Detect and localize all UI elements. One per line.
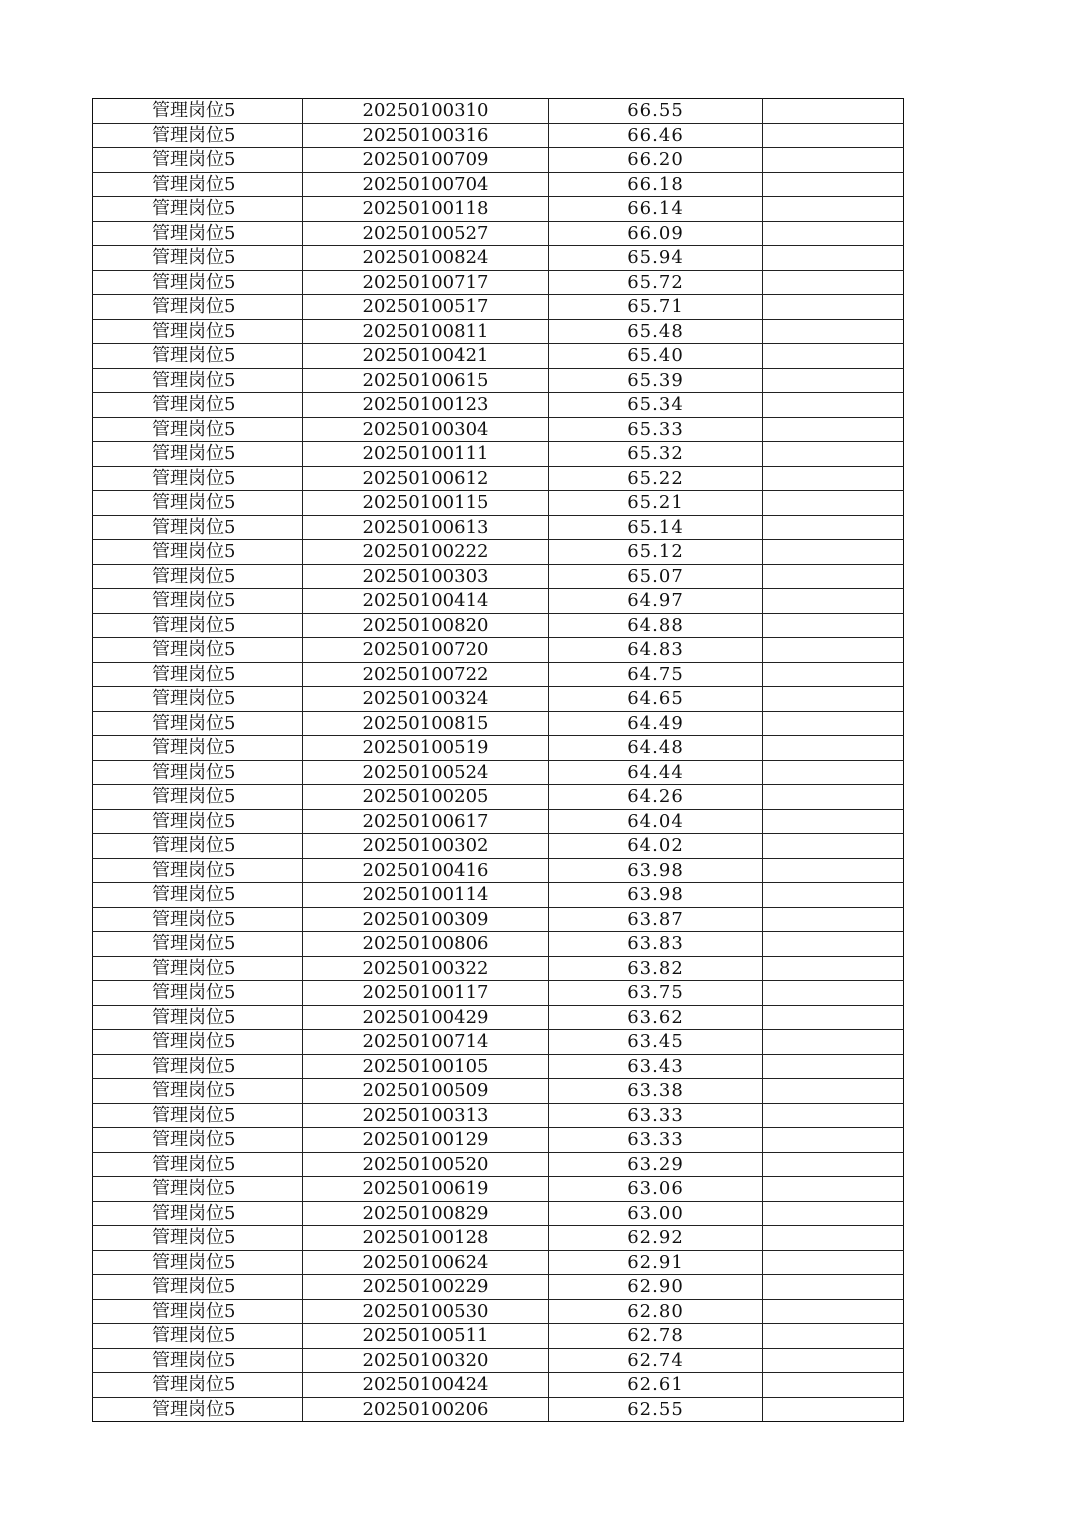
post-cell: 管理岗位5	[93, 1397, 303, 1422]
score-cell: 65.48	[549, 319, 763, 344]
table-row	[93, 1201, 904, 1226]
exam-id-cell: 20250100324	[303, 687, 549, 712]
exam-id-cell: 20250100303	[303, 564, 549, 589]
table-row	[93, 1299, 904, 1324]
score-cell: 64.48	[549, 736, 763, 761]
post-cell: 管理岗位5	[93, 270, 303, 295]
table-row	[93, 1250, 904, 1275]
note-cell	[763, 1348, 904, 1373]
note-cell	[763, 466, 904, 491]
exam-id-cell: 20250100111	[303, 442, 549, 467]
note-cell	[763, 515, 904, 540]
table-row	[93, 956, 904, 981]
note-cell	[763, 1152, 904, 1177]
exam-id-cell: 20250100304	[303, 417, 549, 442]
post-cell: 管理岗位5	[93, 1348, 303, 1373]
exam-id-cell: 20250100714	[303, 1030, 549, 1055]
table-row	[93, 1324, 904, 1349]
note-cell	[763, 1299, 904, 1324]
score-cell: 63.98	[549, 883, 763, 908]
table-row	[93, 1005, 904, 1030]
score-cell: 64.44	[549, 760, 763, 785]
post-cell: 管理岗位5	[93, 1054, 303, 1079]
table-row	[93, 858, 904, 883]
score-cell: 66.46	[549, 123, 763, 148]
score-cell: 66.09	[549, 221, 763, 246]
score-cell: 64.75	[549, 662, 763, 687]
table-row	[93, 662, 904, 687]
note-cell	[763, 172, 904, 197]
exam-id-cell: 20250100229	[303, 1275, 549, 1300]
post-cell: 管理岗位5	[93, 907, 303, 932]
post-cell: 管理岗位5	[93, 956, 303, 981]
post-cell: 管理岗位5	[93, 638, 303, 663]
post-cell: 管理岗位5	[93, 123, 303, 148]
score-cell: 63.45	[549, 1030, 763, 1055]
note-cell	[763, 295, 904, 320]
note-cell	[763, 564, 904, 589]
note-cell	[763, 491, 904, 516]
note-cell	[763, 589, 904, 614]
note-cell	[763, 1177, 904, 1202]
score-cell: 64.83	[549, 638, 763, 663]
score-table-body	[93, 99, 904, 1422]
post-cell: 管理岗位5	[93, 1103, 303, 1128]
note-cell	[763, 1250, 904, 1275]
table-row	[93, 1103, 904, 1128]
table-row	[93, 1177, 904, 1202]
exam-id-cell: 20250100709	[303, 148, 549, 173]
note-cell	[763, 883, 904, 908]
note-cell	[763, 1030, 904, 1055]
score-cell: 65.72	[549, 270, 763, 295]
score-cell: 63.29	[549, 1152, 763, 1177]
score-cell: 65.22	[549, 466, 763, 491]
note-cell	[763, 319, 904, 344]
post-cell: 管理岗位5	[93, 1201, 303, 1226]
exam-id-cell: 20250100222	[303, 540, 549, 565]
score-cell: 65.71	[549, 295, 763, 320]
table-row	[93, 687, 904, 712]
note-cell	[763, 638, 904, 663]
post-cell: 管理岗位5	[93, 760, 303, 785]
score-cell: 65.39	[549, 368, 763, 393]
score-cell: 63.06	[549, 1177, 763, 1202]
note-cell	[763, 1079, 904, 1104]
exam-id-cell: 20250100820	[303, 613, 549, 638]
score-table	[92, 98, 904, 1422]
note-cell	[763, 760, 904, 785]
note-cell	[763, 736, 904, 761]
score-cell: 63.87	[549, 907, 763, 932]
note-cell	[763, 1201, 904, 1226]
score-cell: 66.20	[549, 148, 763, 173]
post-cell: 管理岗位5	[93, 1324, 303, 1349]
score-cell: 63.43	[549, 1054, 763, 1079]
note-cell	[763, 1128, 904, 1153]
exam-id-cell: 20250100829	[303, 1201, 549, 1226]
table-row	[93, 809, 904, 834]
exam-id-cell: 20250100806	[303, 932, 549, 957]
exam-id-cell: 20250100309	[303, 907, 549, 932]
exam-id-cell: 20250100824	[303, 246, 549, 271]
note-cell	[763, 785, 904, 810]
table-row	[93, 172, 904, 197]
post-cell: 管理岗位5	[93, 295, 303, 320]
exam-id-cell: 20250100206	[303, 1397, 549, 1422]
post-cell: 管理岗位5	[93, 1177, 303, 1202]
post-cell: 管理岗位5	[93, 981, 303, 1006]
exam-id-cell: 20250100613	[303, 515, 549, 540]
post-cell: 管理岗位5	[93, 1250, 303, 1275]
exam-id-cell: 20250100612	[303, 466, 549, 491]
table-row	[93, 393, 904, 418]
score-cell: 66.18	[549, 172, 763, 197]
table-row	[93, 613, 904, 638]
post-cell: 管理岗位5	[93, 172, 303, 197]
post-cell: 管理岗位5	[93, 1128, 303, 1153]
exam-id-cell: 20250100310	[303, 99, 549, 124]
score-cell: 62.74	[549, 1348, 763, 1373]
post-cell: 管理岗位5	[93, 589, 303, 614]
post-cell: 管理岗位5	[93, 1152, 303, 1177]
post-cell: 管理岗位5	[93, 736, 303, 761]
note-cell	[763, 1054, 904, 1079]
exam-id-cell: 20250100524	[303, 760, 549, 785]
post-cell: 管理岗位5	[93, 883, 303, 908]
exam-id-cell: 20250100117	[303, 981, 549, 1006]
score-cell: 63.98	[549, 858, 763, 883]
table-row	[93, 907, 904, 932]
table-row	[93, 491, 904, 516]
post-cell: 管理岗位5	[93, 442, 303, 467]
table-row	[93, 711, 904, 736]
score-cell: 64.88	[549, 613, 763, 638]
post-cell: 管理岗位5	[93, 1275, 303, 1300]
score-cell: 63.62	[549, 1005, 763, 1030]
exam-id-cell: 20250100717	[303, 270, 549, 295]
score-cell: 65.07	[549, 564, 763, 589]
post-cell: 管理岗位5	[93, 99, 303, 124]
post-cell: 管理岗位5	[93, 1030, 303, 1055]
exam-id-cell: 20250100316	[303, 123, 549, 148]
exam-id-cell: 20250100302	[303, 834, 549, 859]
table-row	[93, 148, 904, 173]
exam-id-cell: 20250100722	[303, 662, 549, 687]
score-cell: 63.33	[549, 1128, 763, 1153]
table-row	[93, 246, 904, 271]
note-cell	[763, 1005, 904, 1030]
exam-id-cell: 20250100424	[303, 1373, 549, 1398]
score-cell: 63.75	[549, 981, 763, 1006]
exam-id-cell: 20250100320	[303, 1348, 549, 1373]
post-cell: 管理岗位5	[93, 809, 303, 834]
table-row	[93, 589, 904, 614]
exam-id-cell: 20250100527	[303, 221, 549, 246]
post-cell: 管理岗位5	[93, 368, 303, 393]
post-cell: 管理岗位5	[93, 613, 303, 638]
exam-id-cell: 20250100105	[303, 1054, 549, 1079]
table-row	[93, 99, 904, 124]
score-cell: 65.40	[549, 344, 763, 369]
score-cell: 62.80	[549, 1299, 763, 1324]
table-row	[93, 1152, 904, 1177]
score-cell: 66.55	[549, 99, 763, 124]
note-cell	[763, 662, 904, 687]
table-row	[93, 932, 904, 957]
exam-id-cell: 20250100128	[303, 1226, 549, 1251]
post-cell: 管理岗位5	[93, 711, 303, 736]
score-cell: 63.33	[549, 1103, 763, 1128]
exam-id-cell: 20250100720	[303, 638, 549, 663]
note-cell	[763, 711, 904, 736]
table-row	[93, 1054, 904, 1079]
post-cell: 管理岗位5	[93, 197, 303, 222]
exam-id-cell: 20250100129	[303, 1128, 549, 1153]
note-cell	[763, 932, 904, 957]
exam-id-cell: 20250100414	[303, 589, 549, 614]
exam-id-cell: 20250100123	[303, 393, 549, 418]
post-cell: 管理岗位5	[93, 1005, 303, 1030]
exam-id-cell: 20250100704	[303, 172, 549, 197]
table-row	[93, 981, 904, 1006]
note-cell	[763, 1103, 904, 1128]
exam-id-cell: 20250100118	[303, 197, 549, 222]
score-cell: 65.33	[549, 417, 763, 442]
table-row	[93, 270, 904, 295]
note-cell	[763, 1226, 904, 1251]
score-cell: 62.78	[549, 1324, 763, 1349]
note-cell	[763, 221, 904, 246]
post-cell: 管理岗位5	[93, 858, 303, 883]
post-cell: 管理岗位5	[93, 564, 303, 589]
table-row	[93, 1348, 904, 1373]
table-row	[93, 736, 904, 761]
table-row	[93, 442, 904, 467]
note-cell	[763, 393, 904, 418]
table-row	[93, 319, 904, 344]
score-cell: 63.82	[549, 956, 763, 981]
exam-id-cell: 20250100617	[303, 809, 549, 834]
table-row	[93, 466, 904, 491]
post-cell: 管理岗位5	[93, 491, 303, 516]
table-row	[93, 1275, 904, 1300]
post-cell: 管理岗位5	[93, 932, 303, 957]
score-cell: 65.32	[549, 442, 763, 467]
note-cell	[763, 1324, 904, 1349]
table-row	[93, 1128, 904, 1153]
post-cell: 管理岗位5	[93, 1079, 303, 1104]
post-cell: 管理岗位5	[93, 344, 303, 369]
post-cell: 管理岗位5	[93, 834, 303, 859]
post-cell: 管理岗位5	[93, 662, 303, 687]
table-row	[93, 197, 904, 222]
score-cell: 64.49	[549, 711, 763, 736]
note-cell	[763, 344, 904, 369]
post-cell: 管理岗位5	[93, 221, 303, 246]
table-row	[93, 123, 904, 148]
table-row	[93, 344, 904, 369]
exam-id-cell: 20250100429	[303, 1005, 549, 1030]
note-cell	[763, 99, 904, 124]
table-row	[93, 368, 904, 393]
post-cell: 管理岗位5	[93, 515, 303, 540]
exam-id-cell: 20250100615	[303, 368, 549, 393]
table-row	[93, 221, 904, 246]
note-cell	[763, 613, 904, 638]
post-cell: 管理岗位5	[93, 1299, 303, 1324]
exam-id-cell: 20250100114	[303, 883, 549, 908]
exam-id-cell: 20250100520	[303, 1152, 549, 1177]
score-cell: 64.26	[549, 785, 763, 810]
exam-id-cell: 20250100509	[303, 1079, 549, 1104]
table-row	[93, 515, 904, 540]
score-cell: 63.83	[549, 932, 763, 957]
score-cell: 64.02	[549, 834, 763, 859]
table-row	[93, 564, 904, 589]
score-cell: 63.38	[549, 1079, 763, 1104]
note-cell	[763, 1275, 904, 1300]
table-row	[93, 1079, 904, 1104]
table-row	[93, 834, 904, 859]
exam-id-cell: 20250100811	[303, 319, 549, 344]
note-cell	[763, 809, 904, 834]
post-cell: 管理岗位5	[93, 393, 303, 418]
exam-id-cell: 20250100322	[303, 956, 549, 981]
exam-id-cell: 20250100815	[303, 711, 549, 736]
note-cell	[763, 956, 904, 981]
exam-id-cell: 20250100313	[303, 1103, 549, 1128]
score-cell: 62.92	[549, 1226, 763, 1251]
post-cell: 管理岗位5	[93, 246, 303, 271]
note-cell	[763, 1397, 904, 1422]
score-cell: 64.04	[549, 809, 763, 834]
exam-id-cell: 20250100530	[303, 1299, 549, 1324]
score-cell: 65.12	[549, 540, 763, 565]
exam-id-cell: 20250100619	[303, 1177, 549, 1202]
score-cell: 65.94	[549, 246, 763, 271]
exam-id-cell: 20250100115	[303, 491, 549, 516]
table-row	[93, 1373, 904, 1398]
exam-id-cell: 20250100416	[303, 858, 549, 883]
post-cell: 管理岗位5	[93, 1226, 303, 1251]
post-cell: 管理岗位5	[93, 1373, 303, 1398]
score-cell: 65.14	[549, 515, 763, 540]
post-cell: 管理岗位5	[93, 148, 303, 173]
score-cell: 64.65	[549, 687, 763, 712]
note-cell	[763, 368, 904, 393]
score-cell: 62.90	[549, 1275, 763, 1300]
note-cell	[763, 270, 904, 295]
post-cell: 管理岗位5	[93, 540, 303, 565]
score-cell: 65.34	[549, 393, 763, 418]
score-cell: 62.91	[549, 1250, 763, 1275]
score-cell: 62.55	[549, 1397, 763, 1422]
table-row	[93, 417, 904, 442]
note-cell	[763, 907, 904, 932]
note-cell	[763, 981, 904, 1006]
table-row	[93, 1030, 904, 1055]
exam-id-cell: 20250100519	[303, 736, 549, 761]
note-cell	[763, 1373, 904, 1398]
note-cell	[763, 123, 904, 148]
table-row	[93, 540, 904, 565]
note-cell	[763, 148, 904, 173]
table-row	[93, 883, 904, 908]
note-cell	[763, 858, 904, 883]
score-cell: 63.00	[549, 1201, 763, 1226]
table-row	[93, 295, 904, 320]
exam-id-cell: 20250100517	[303, 295, 549, 320]
exam-id-cell: 20250100205	[303, 785, 549, 810]
note-cell	[763, 246, 904, 271]
note-cell	[763, 834, 904, 859]
note-cell	[763, 687, 904, 712]
exam-id-cell: 20250100624	[303, 1250, 549, 1275]
table-row	[93, 1226, 904, 1251]
table-row	[93, 1397, 904, 1422]
table-row	[93, 785, 904, 810]
post-cell: 管理岗位5	[93, 687, 303, 712]
exam-id-cell: 20250100421	[303, 344, 549, 369]
post-cell: 管理岗位5	[93, 319, 303, 344]
score-cell: 62.61	[549, 1373, 763, 1398]
note-cell	[763, 197, 904, 222]
post-cell: 管理岗位5	[93, 417, 303, 442]
exam-id-cell: 20250100511	[303, 1324, 549, 1349]
score-cell: 66.14	[549, 197, 763, 222]
table-row	[93, 760, 904, 785]
score-cell: 65.21	[549, 491, 763, 516]
post-cell: 管理岗位5	[93, 466, 303, 491]
note-cell	[763, 442, 904, 467]
post-cell: 管理岗位5	[93, 785, 303, 810]
score-cell: 64.97	[549, 589, 763, 614]
note-cell	[763, 417, 904, 442]
note-cell	[763, 540, 904, 565]
table-row	[93, 638, 904, 663]
